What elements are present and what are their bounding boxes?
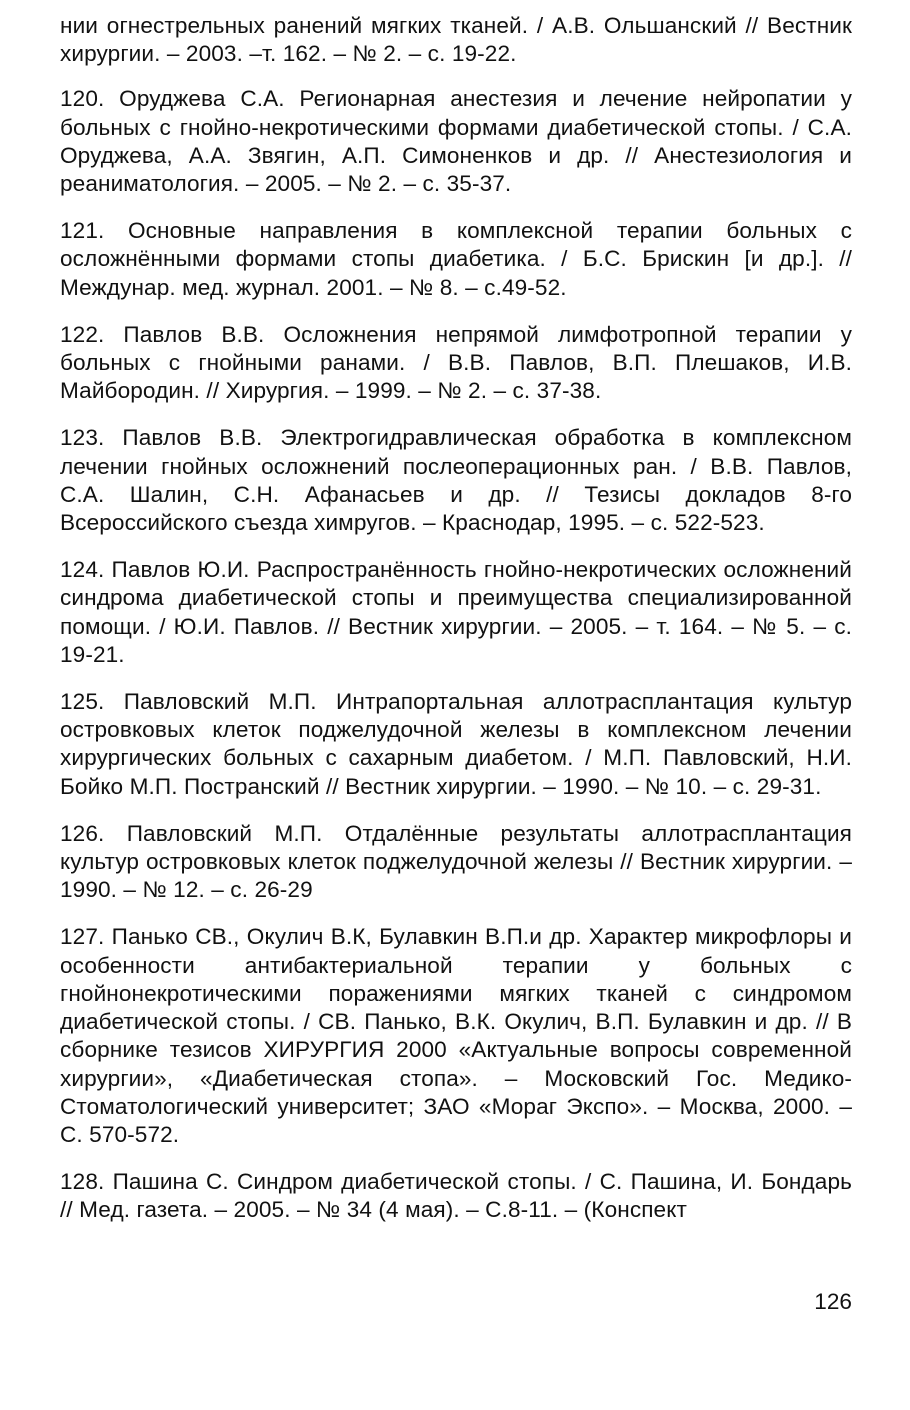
reference-entry-126: 126. Павловский М.П. Отдалённые результаты аллотрасплантация культур островковых клеток поджелудочной железы // Вестник хирургии. – 1990. – № 12. – с. 26-29 bbox=[60, 820, 852, 903]
reference-entry-125: 125. Павловский М.П. Интрапортальная аллотрасплантация культур островковых клеток поджелудочной железы в комплексном лечении хирургических больных с сахарным диабетом. / М.П. Павловский, Н.И. Бойко М.П. Постранский // Вестник хирургии. – 1990. – № 10. – с. 29-31. bbox=[60, 689, 852, 799]
reference-entry-124: 124. Павлов Ю.И. Распространённость гнойно-некротических осложнений синдрома диабетической стопы и преимущества специализированной помощи. / Ю.И. Павлов. // Вестник хирургии. – 2005. – т. 164. – № 5. – с. 19-21. bbox=[60, 557, 852, 667]
reference-entry-122: 122. Павлов В.В. Осложнения непрямой лимфотропной терапии у больных с гнойными ранами. / В.В. Павлов, В.П. Плешаков, И.В. Майбородин. // Хирургия. – 1999. – № 2. – с. 37-38. bbox=[60, 321, 852, 404]
page-number: 126 bbox=[814, 1289, 852, 1314]
reference-entry-continuation: нии огнестрельных ранений мягких тканей. / А.В. Ольшанский // Вестник хирургии. – 2003. –т. 162. – № 2. – с. 19-22. bbox=[60, 13, 852, 67]
reference-entry-120: 120. Оруджева С.А. Регионарная анестезия и лечение нейропатии у больных с гнойно-некротическими формами диабетической стопы. / С.А. Оруджева, А.А. Звягин, А.П. Симоненков и др. // Анестезиология и реаниматология. – 2005. – № 2. – с. 35-37. bbox=[60, 86, 852, 197]
reference-entry-121: 121. Основные направления в комплексной терапии больных с осложнёнными формами стопы диабетика. / Б.С. Брискин [и др.]. // Междунар. мед. журнал. 2001. – № 8. – с.49-52. bbox=[60, 218, 852, 300]
bibliography-page bbox=[60, 12, 852, 1244]
reference-entry-128: 128. Пашина С. Синдром диабетической стопы. / С. Пашина, И. Бондарь // Мед. газета. – 2005. – № 34 (4 мая). – С.8-11. – (Конспект bbox=[60, 1169, 852, 1223]
reference-entry-127: 127. Панько СВ., Окулич В.К, Булавкин В.П.и др. Характер микрофлоры и особенности антибактериальной терапии у больных с гнойнонекротическими поражениями мягких тканей с синдромом диабетической стопы. / СВ. Панько, В.К. Окулич, В.П. Булавкин и др. // В сборнике тезисов ХИРУРГИЯ 2000 «Актуальные вопросы современной хирургии», «Диабетическая стопа». – Московский Гос. Медико-Стоматологический университет; ЗАО «Мораг Экспо». – Москва, 2000. – С. 570-572. bbox=[60, 924, 852, 1147]
reference-entry-123: 123. Павлов В.В. Электрогидравлическая обработка в комплексном лечении гнойных осложнений послеоперационных ран. / В.В. Павлов, С.А. Шалин, С.Н. Афанасьев и др. // Тезисы докладов 8-го Всероссийского съезда химругов. – Краснодар, 1995. – с. 522-523. bbox=[60, 425, 852, 536]
